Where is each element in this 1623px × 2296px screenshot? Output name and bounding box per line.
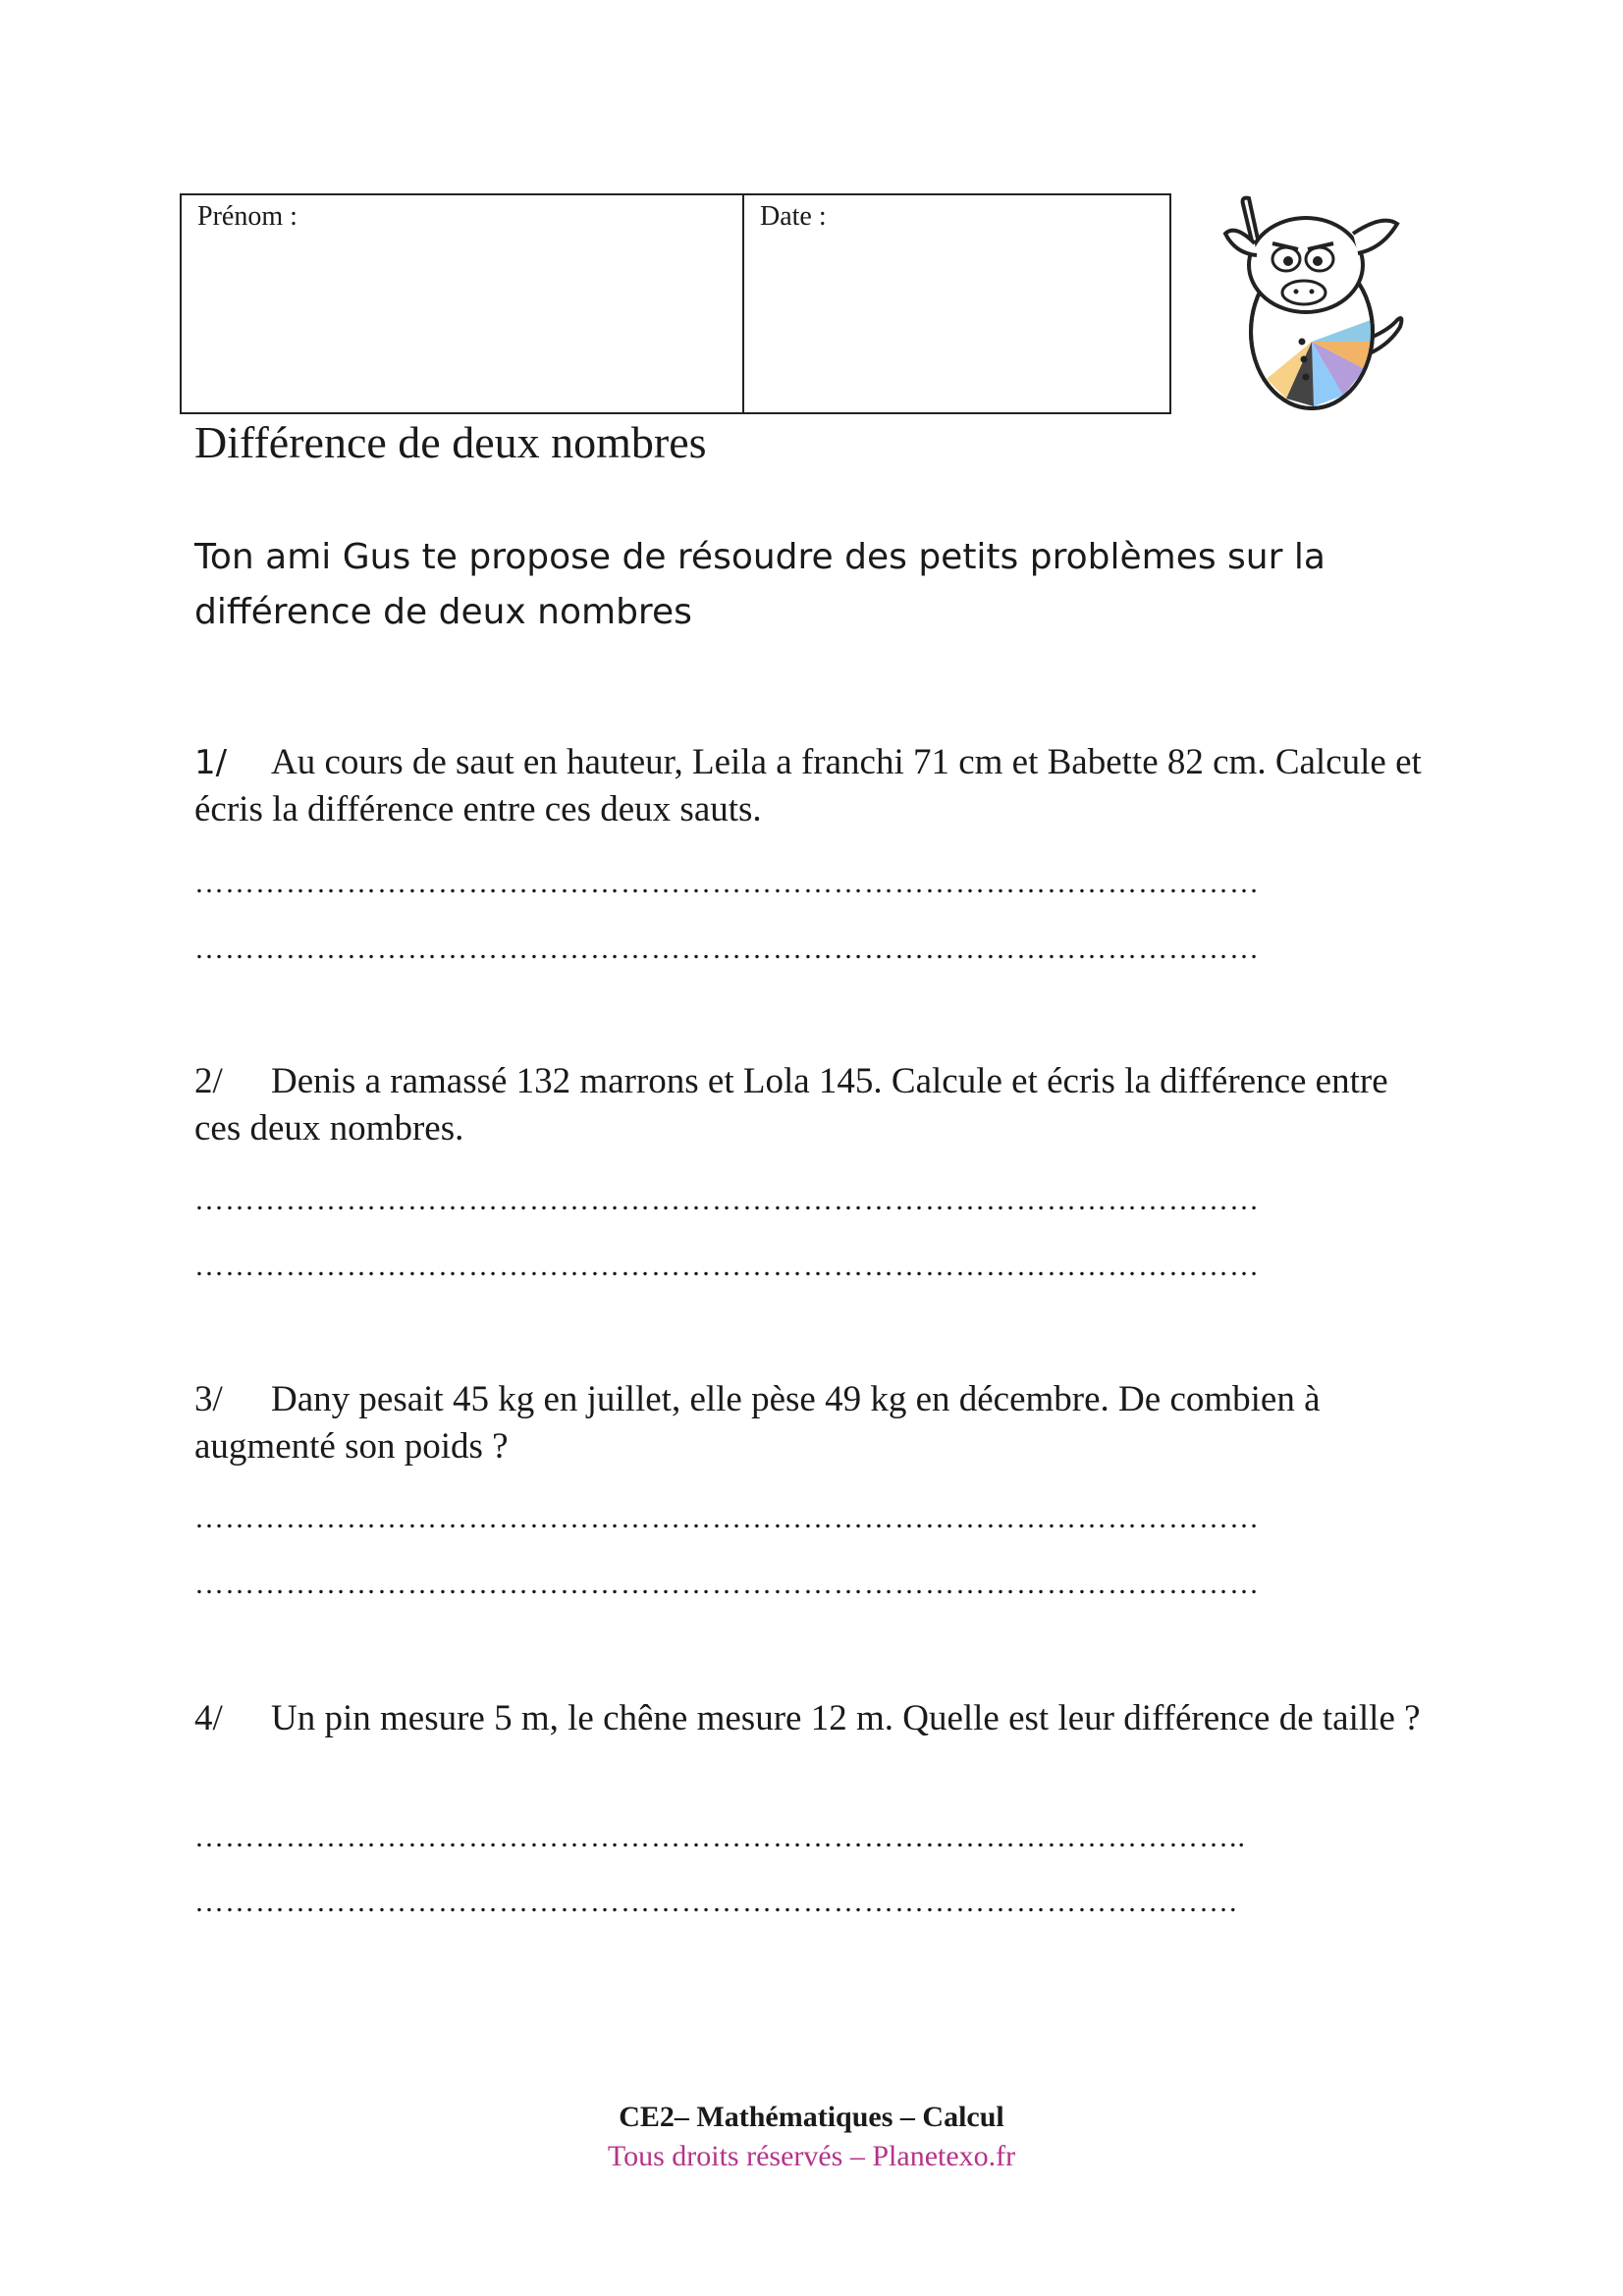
exercise-3 [194,1376,1432,1470]
name-date-box [180,193,1171,414]
exercise-2 [194,1058,1432,1152]
exercise-statement [194,739,1432,833]
answer-line[interactable]: …………………………………………………………………………………………… [194,934,1260,964]
date-field[interactable] [744,195,1169,412]
exercise-number: 1/ [194,743,228,782]
exercise-1 [194,739,1432,833]
answer-line[interactable]: …………………………………………………………………………………………… [194,1504,1260,1533]
answer-line[interactable]: …………………………………………………………………………………………. [194,1888,1238,1917]
answer-line[interactable]: ………………………………………………………………………………………….. [194,1823,1246,1852]
answer-line[interactable]: …………………………………………………………………………………………… [194,1186,1260,1215]
exercise-statement [194,1376,1432,1470]
exercise-text: Dany pesait 45 kg en juillet, elle pèse 49 kg en décembre. De combien à augmenté son poids ? [194,1379,1321,1467]
exercise-text: Un pin mesure 5 m, le chêne mesure 12 m. Quelle est leur différence de taille ? [271,1698,1421,1738]
exercise-number: 4/ [194,1698,223,1738]
gus-mascot-icon [1196,194,1412,415]
exercise-text: Au cours de saut en hauteur, Leila a franchi 71 cm et Babette 82 cm. Calcule et écris la différence entre ces deux sauts. [194,742,1422,829]
answer-line[interactable]: …………………………………………………………………………………………… [194,1570,1260,1599]
exercise-number: 2/ [194,1061,223,1101]
exercise-number: 3/ [194,1379,223,1419]
footer-subject: CE2– Mathématiques – Calcul [619,2101,1004,2133]
footer-copyright: Tous droits réservés – Planetexo.fr [607,2140,1016,2172]
date-label: Date : [760,201,827,232]
intro-text: Ton ami Gus te propose de résoudre des petits problèmes sur la différence de deux nombres [194,537,1325,632]
exercise-4 [194,1695,1432,1742]
page-title: Différence de deux nombres [194,417,707,467]
exercise-statement [194,1695,1432,1742]
exercise-statement [194,1058,1432,1152]
answer-line[interactable]: …………………………………………………………………………………………… [194,1252,1260,1281]
answer-line[interactable]: …………………………………………………………………………………………… [194,869,1260,898]
first-name-label: Prénom : [197,201,298,232]
first-name-field[interactable] [182,195,744,412]
exercise-text: Denis a ramassé 132 marrons et Lola 145. Calcule et écris la différence entre ces deux nombres. [194,1061,1388,1148]
